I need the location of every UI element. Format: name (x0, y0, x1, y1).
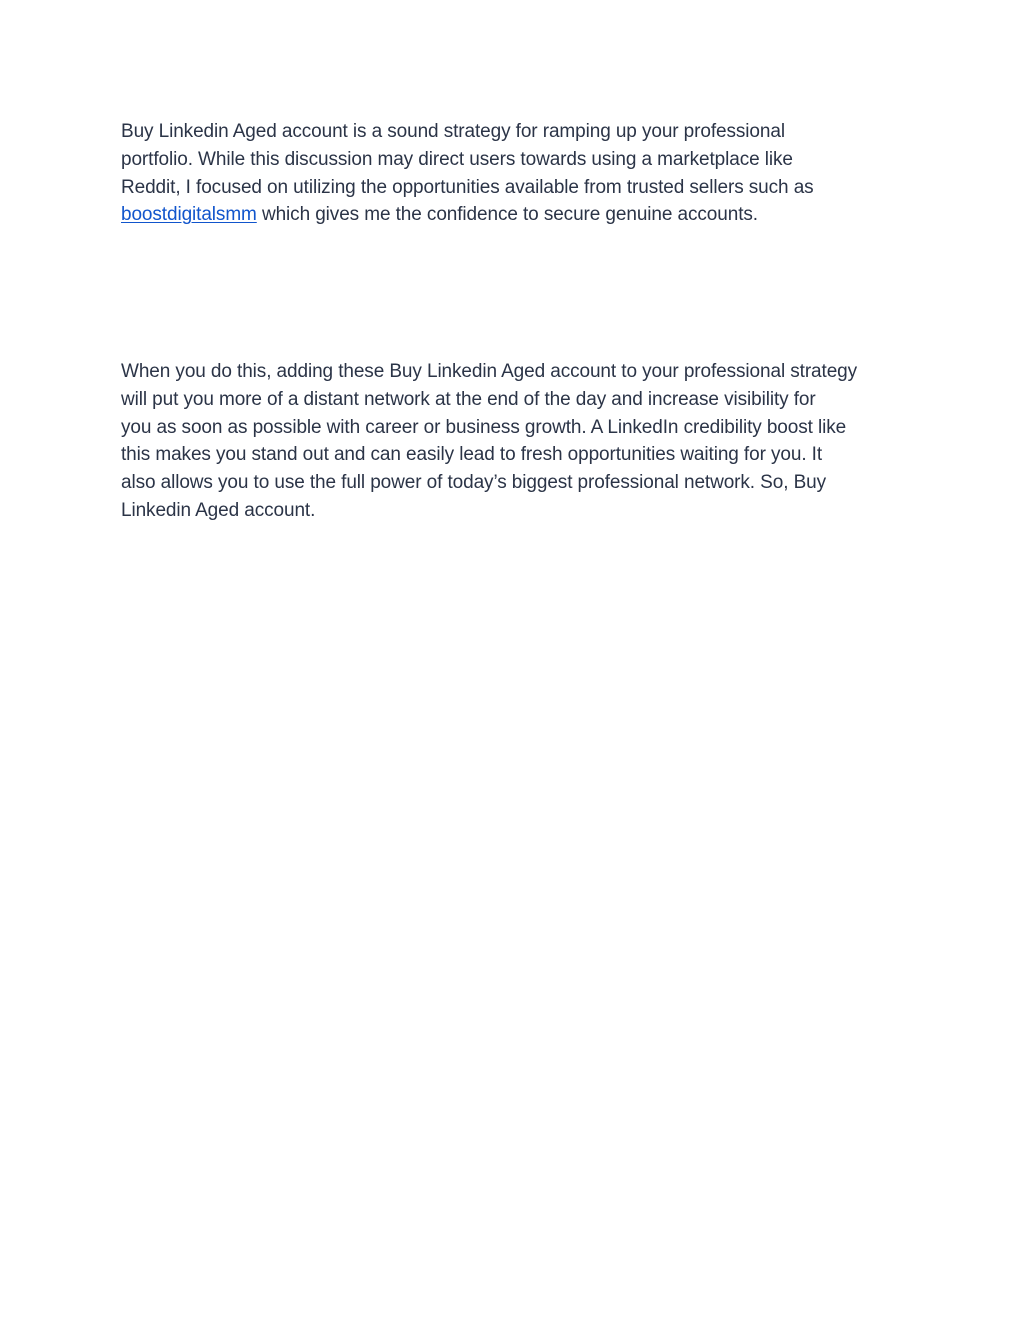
paragraph-line (121, 201, 911, 229)
paragraph-line: also allows you to use the full power of today’s biggest professional network. So, Buy (121, 472, 827, 494)
paragraph-line: Linkedin Aged account. (121, 499, 316, 521)
paragraph-line: this makes you stand out and can easily lead to fresh opportunities waiting for you. It (121, 444, 823, 466)
paragraph-line: you as soon as possible with career or business growth. A LinkedIn credibility boost like (121, 416, 847, 438)
paragraph-line: Reddit, I focused on utilizing the opportunities available from trusted sellers such as (121, 176, 814, 198)
paragraph-line: When you do this, adding these Buy Linkedin Aged account to your professional strategy (121, 361, 858, 382)
paragraph-line: will put you more of a distant network at the end of the day and increase visibility for (121, 388, 816, 410)
paragraph-line-tail: which gives me the confidence to secure genuine accounts. (256, 204, 758, 226)
paragraph-benefits (121, 358, 911, 525)
paragraph-line: Buy Linkedin Aged account is a sound strategy for ramping up your professional (121, 121, 785, 142)
paragraph-line: portfolio. While this discussion may direct users towards using a marketplace like (121, 148, 793, 170)
paragraph-intro (121, 118, 911, 229)
boostdigitalsmm-link[interactable]: boostdigitalsmm (121, 204, 257, 226)
